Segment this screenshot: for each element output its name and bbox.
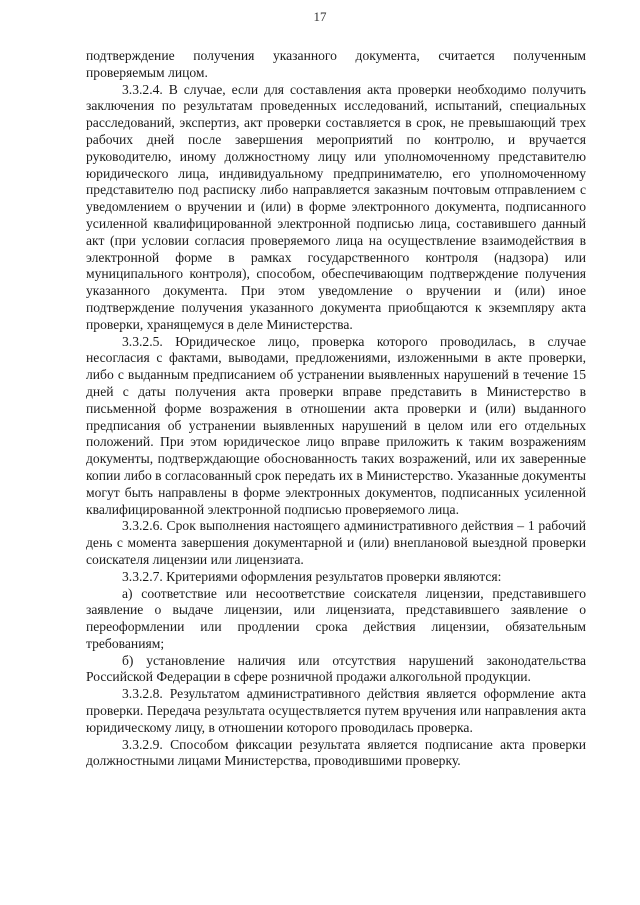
paragraph-3-3-2-5: 3.3.2.5. Юридическое лицо, проверка которого проводилась, в случае несогласия с фактами, выводами, предложениями, изложенными в акте проверки, либо с выданным предписанием об устранении выявленных нарушений в течение 15 дней с даты получения акта проверки вправе представить в Министерство в письменной форме возражения в отношении акта проверки и (или) выданного предписания об устранении выявленных нарушений в целом или его отдельных положений. При этом юридическое лицо вправе приложить к таким возражениям документы, подтверждающие обоснованность таких возражений, или их заверенные копии либо в согласованный срок передать их в Министерство. Указанные документы могут быть направлены в форме электронных документов, подписанных усиленной квалифицированной электронной подписью проверяемого лица.: [86, 333, 586, 517]
paragraph-criterion-b: б) установление наличия или отсутствия нарушений законодательства Российской Федерации в сфере розничной продажи алкогольной продукции.: [86, 652, 586, 685]
paragraph-3-3-2-6: 3.3.2.6. Срок выполнения настоящего административного действия – 1 рабочий день с момента завершения документарной и (или) внеплановой выездной проверки соискателя лицензии или лицензиата.: [86, 518, 586, 567]
page-number: 17: [313, 9, 327, 24]
paragraph-continuation: подтверждение получения указанного документа, считается полученным проверяемым лицом.: [86, 48, 586, 80]
paragraph-3-3-2-9: 3.3.2.9. Способом фиксации результата является подписание акта проверки должностными лицами Министерства, проводившими проверку.: [86, 736, 586, 769]
document-body: [86, 48, 586, 770]
paragraph-criterion-a: а) соответствие или несоответствие соискателя лицензии, представившего заявление о выдаче лицензии, или лицензиата, представившего заявление о переоформлении или продлении срока действия лицензии, обязательным требованиям;: [86, 585, 586, 651]
paragraph-3-3-2-8: 3.3.2.8. Результатом административного действия является оформление акта проверки. Передача результата осуществляется путем вручения или направления акта юридическому лицу, в отношении которого проводилась проверка.: [86, 686, 586, 735]
paragraph-3-3-2-7: 3.3.2.7. Критериями оформления результатов проверки являются:: [122, 568, 502, 584]
paragraph-3-3-2-4: 3.3.2.4. В случае, если для составления акта проверки необходимо получить заключения по результатам проведенных исследований, испытаний, специальных расследований, экспертиз, акт проверки составляется в срок, не превышающий трех рабочих дней после завершения мероприятий по контролю, и вручается руководителю, иному должностному лицу или уполномоченному представителю юридического лица, индивидуальному предпринимателю, его уполномоченному представителю под расписку либо направляется заказным почтовым отправлением с уведомлением о вручении и (или) в форме электронного документа, подписанного усиленной квалифицированной электронной подписью лица, составившего данный акт (при условии согласия проверяемого лица на осуществление взаимодействия в электронной форме в рамках государственного контроля (надзора) или муниципального контроля), способом, обеспечивающим подтверждение получения указанного документа. При этом уведомление о вручении и (или) иное подтверждение получения указанного документа приобщаются к экземпляру акта проверки, хранящемуся в деле Министерства.: [86, 81, 586, 332]
